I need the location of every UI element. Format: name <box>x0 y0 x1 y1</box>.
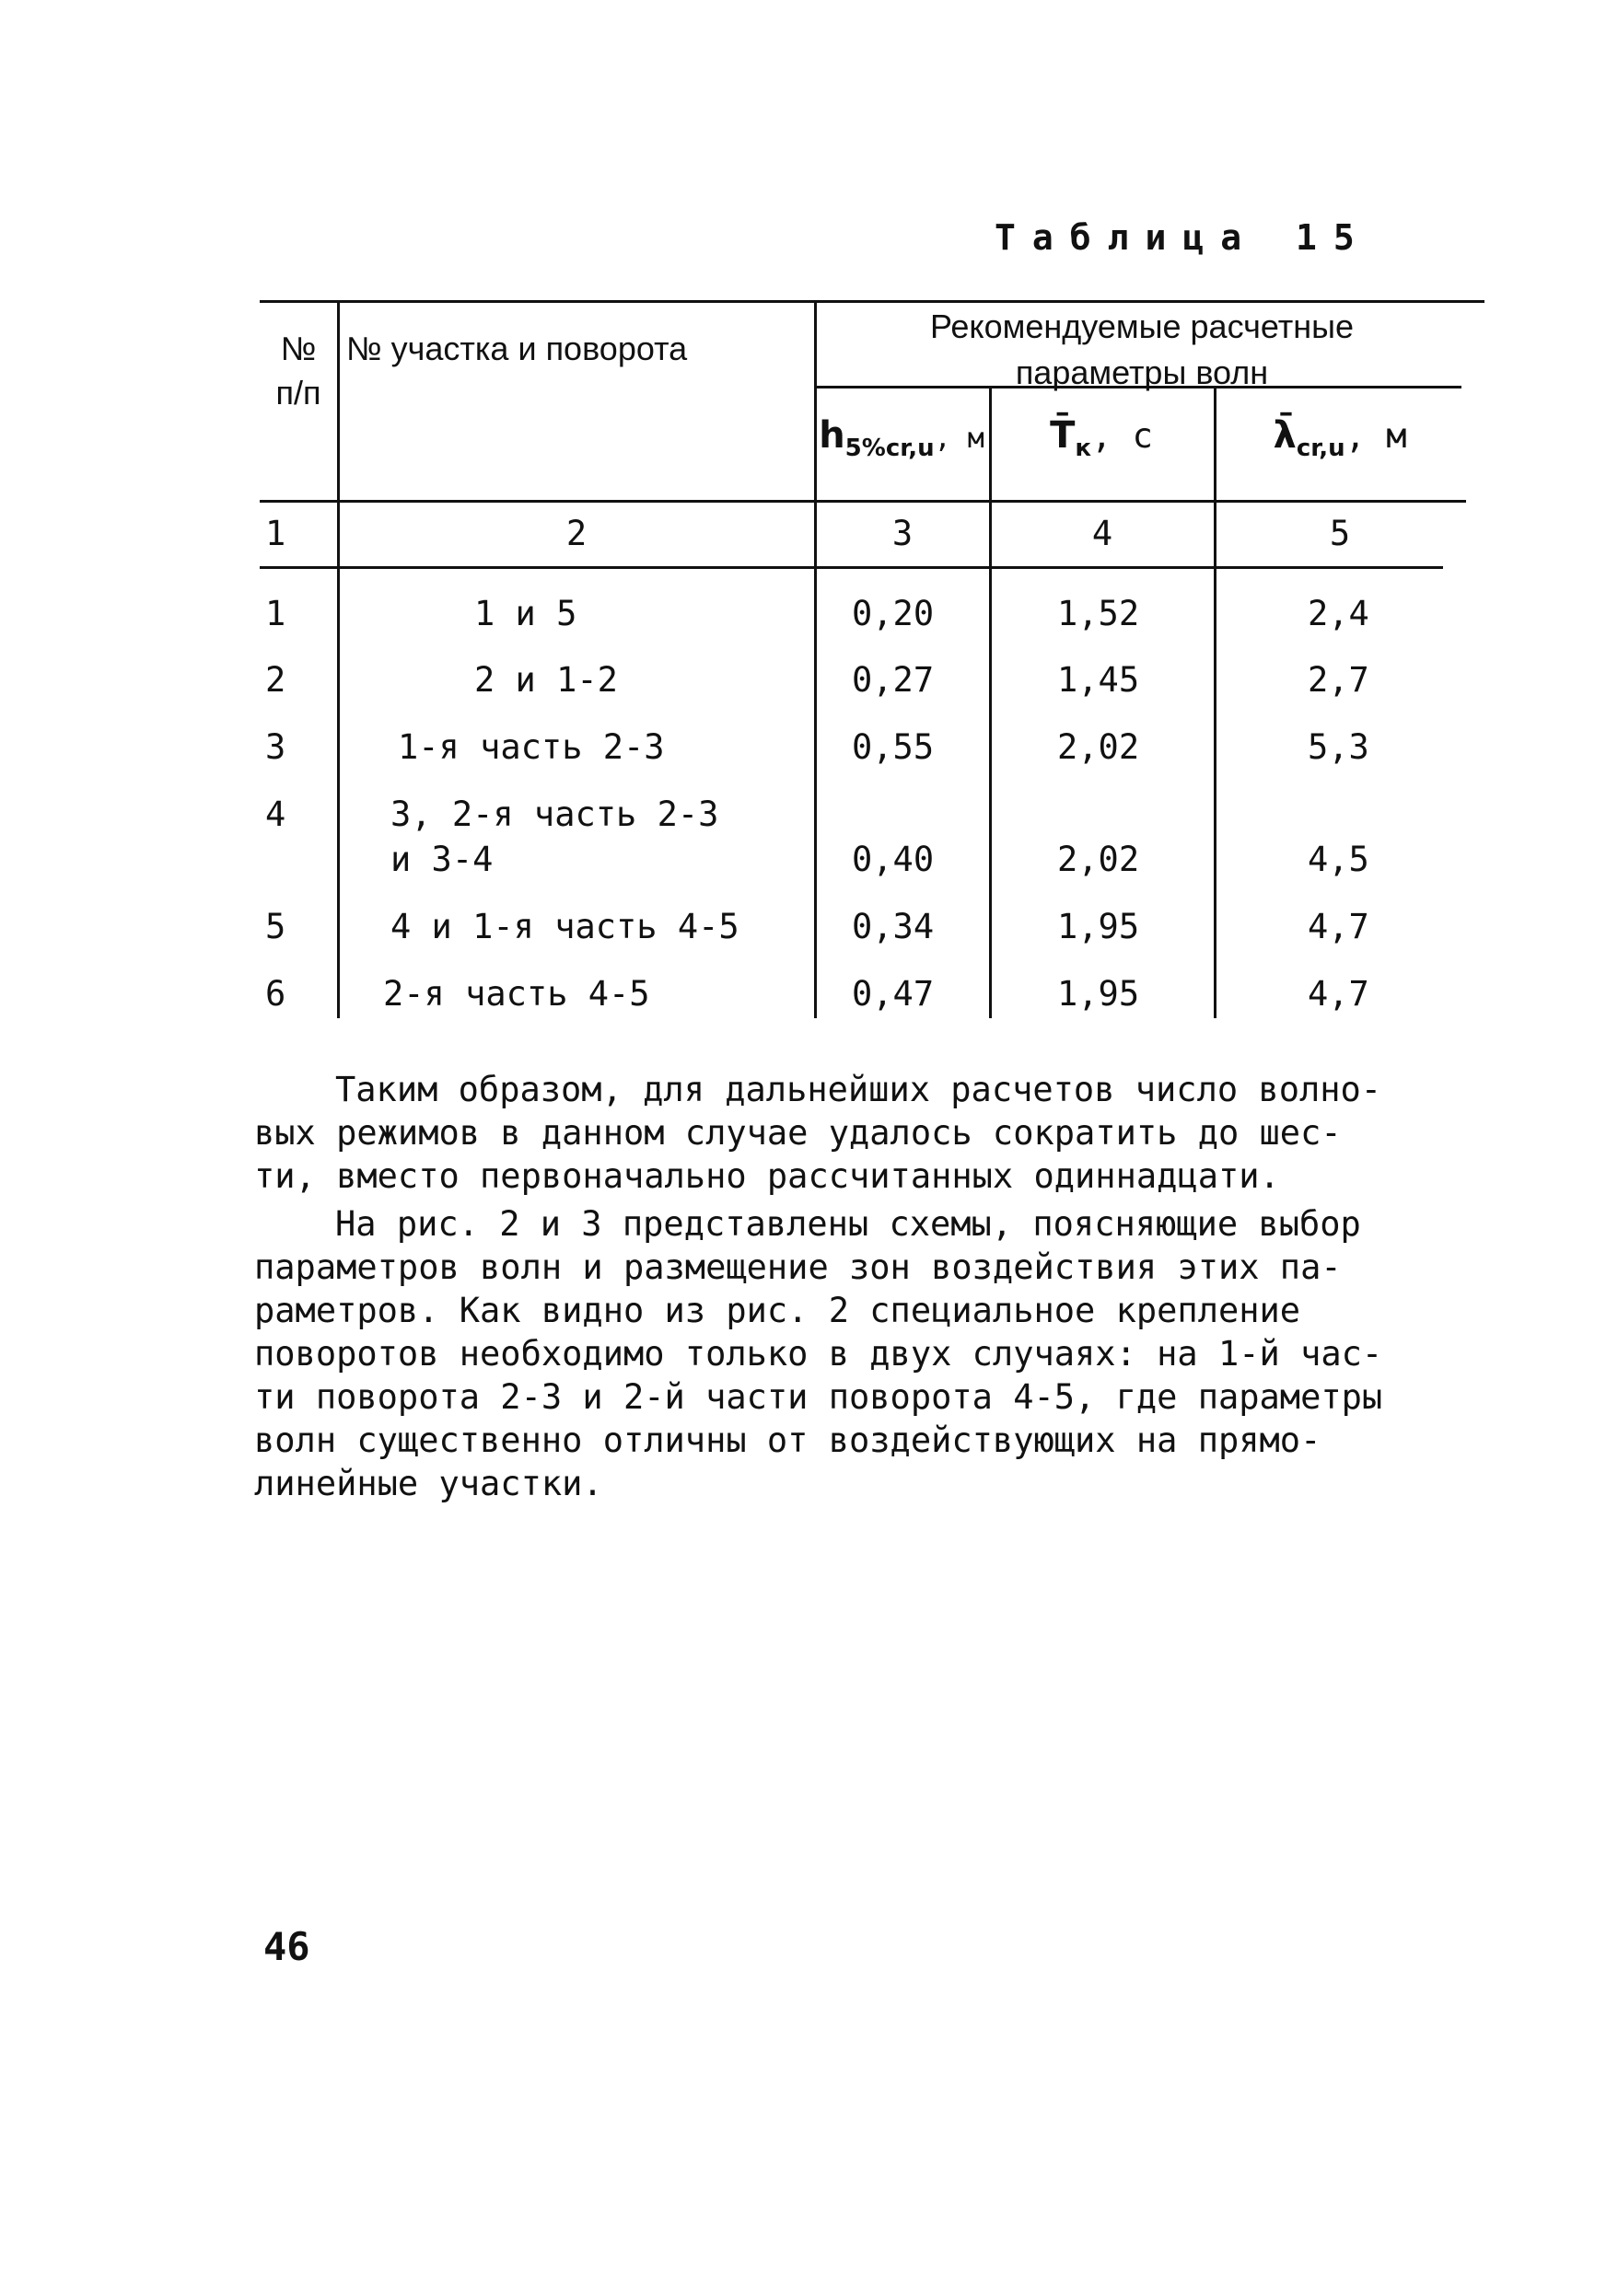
row-5-wavelength: 4,7 <box>1308 907 1369 946</box>
header-period: $T̄_к$, с <box>1050 414 1153 462</box>
row-6-number: 6 <box>265 974 286 1014</box>
paragraph-1: Таким образом, для дальнейших расчетов число волно- вых режимов в данном случае удалось сократить до шес- ти, вместо первоначально рассчитанных одиннадцати. <box>254 1070 1382 1196</box>
row-4-number: 4 <box>265 794 286 834</box>
row-5-period: 1,95 <box>1057 907 1140 946</box>
col-number-4: 4 <box>1091 514 1113 553</box>
row-4-section-line-1: 3, 2-я часть 2-3 <box>390 794 719 834</box>
col-divider-4 <box>1214 388 1216 1018</box>
paragraph-2: На рис. 2 и 3 представлены схемы, поясняющие выбор параметров волн и размещение зон воздействия этих па- раметров. Как видно из рис. 2 специальное крепление поворотов необходимо только в двух случаях: на 1-й час- ти поворота 2-3 и 2-й части поворота 4-5, где параметры волн существенно отличны от воздействующих на прямо- линейные участки. <box>254 1204 1383 1503</box>
header-wave-height: $h_{5\%cr,u}$, м <box>819 414 984 462</box>
table-top-rule <box>260 300 1484 303</box>
row-1-section: 1 и 5 <box>474 594 577 633</box>
table-caption: Таблица 15 <box>995 217 1371 258</box>
row-6-wave-height: 0,47 <box>852 974 935 1014</box>
row-3-section: 1-я часть 2-3 <box>398 727 665 767</box>
row-4-wavelength: 4,5 <box>1308 840 1369 879</box>
header-bottom-rule <box>260 500 1466 503</box>
row-4-section-line-2: и 3-4 <box>390 840 494 879</box>
col-divider-1 <box>337 302 340 1018</box>
header-section: № участка и поворота <box>346 330 688 367</box>
row-5-number: 5 <box>265 907 286 946</box>
row-6-section: 2-я часть 4-5 <box>383 974 650 1014</box>
col-number-5: 5 <box>1329 514 1351 553</box>
row-1-wavelength: 2,4 <box>1308 594 1369 633</box>
row-1-number: 1 <box>265 594 286 633</box>
col-numbers-rule <box>260 566 1443 569</box>
col-number-2: 2 <box>565 514 588 553</box>
row-6-wavelength: 4,7 <box>1308 974 1369 1014</box>
col-divider-2 <box>814 302 817 1018</box>
header-number: № п/п <box>275 330 321 412</box>
row-5-section: 4 и 1-я часть 4-5 <box>390 907 739 946</box>
row-3-period: 2,02 <box>1057 727 1140 767</box>
row-2-wavelength: 2,7 <box>1308 660 1369 700</box>
row-1-wave-height: 0,20 <box>852 594 935 633</box>
header-wavelength: $\lambdā_{cr,u}$, м <box>1273 414 1407 462</box>
row-3-wavelength: 5,3 <box>1308 727 1369 767</box>
header-group: Рекомендуемые расчетные параметры волн <box>929 307 1355 391</box>
row-3-wave-height: 0,55 <box>852 727 935 767</box>
row-2-period: 1,45 <box>1057 660 1140 700</box>
row-3-number: 3 <box>265 727 286 767</box>
row-2-wave-height: 0,27 <box>852 660 935 700</box>
page-number: 46 <box>263 1924 310 1969</box>
row-4-wave-height: 0,40 <box>852 840 935 879</box>
row-4-period: 2,02 <box>1057 840 1140 879</box>
col-divider-3 <box>989 388 992 1018</box>
col-number-1: 1 <box>265 514 286 553</box>
row-1-period: 1,52 <box>1057 594 1140 633</box>
row-2-section: 2 и 1-2 <box>474 660 618 700</box>
col-number-3: 3 <box>891 514 914 553</box>
row-5-wave-height: 0,34 <box>852 907 935 946</box>
row-2-number: 2 <box>265 660 286 700</box>
row-6-period: 1,95 <box>1057 974 1140 1014</box>
